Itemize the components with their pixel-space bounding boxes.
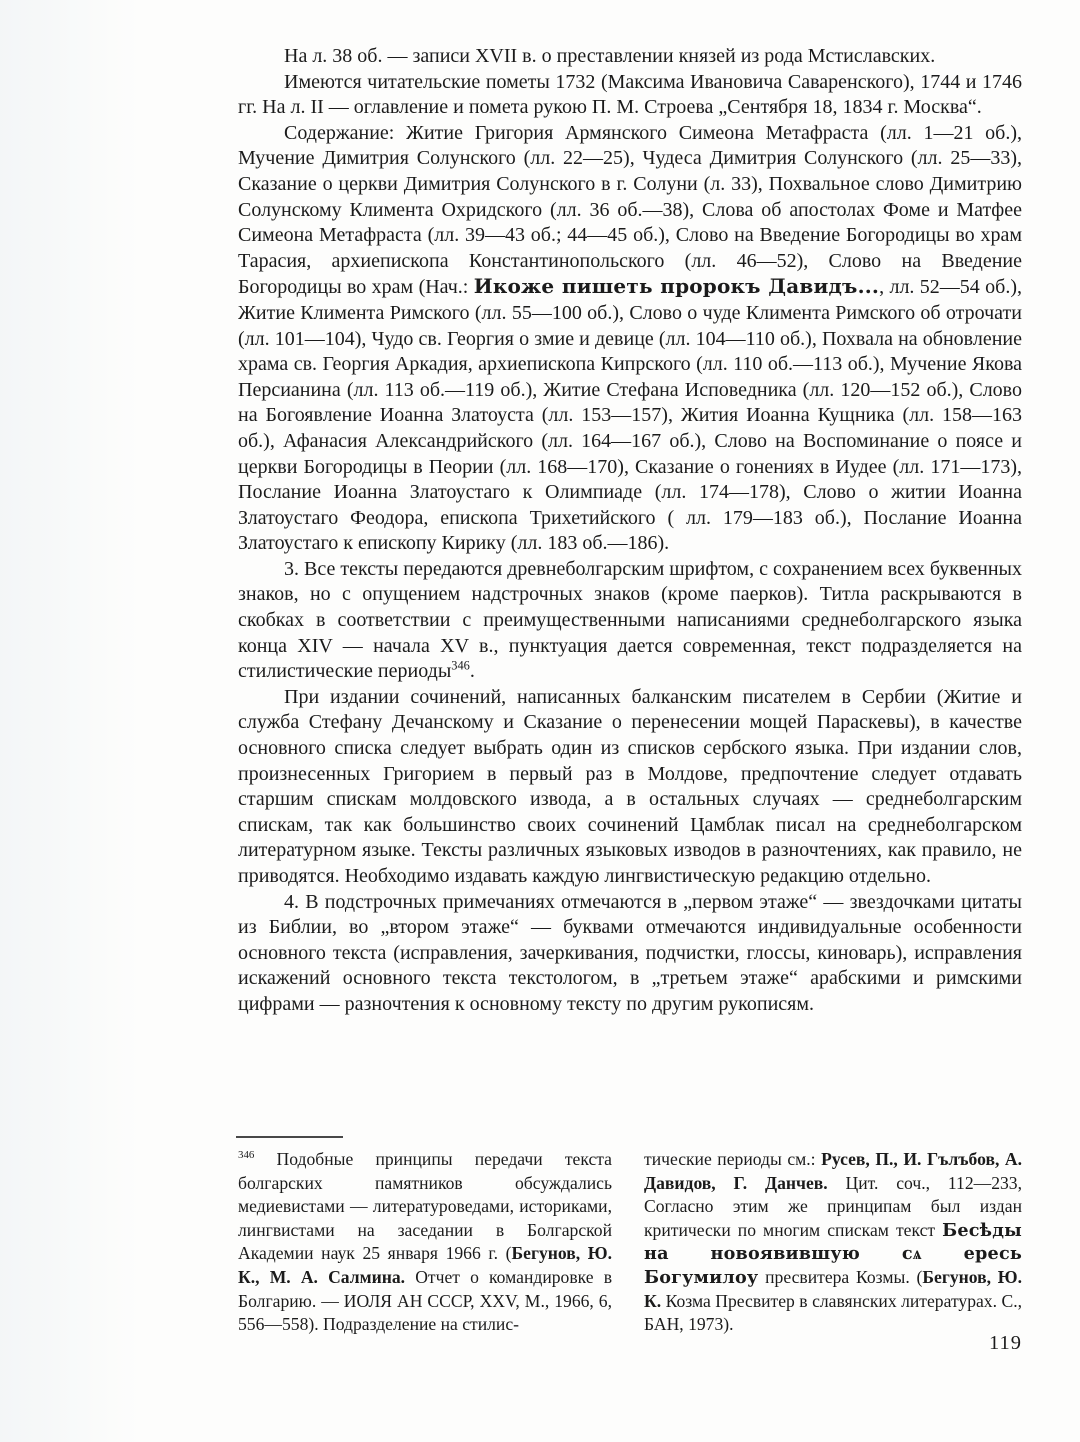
text-run: 3. Все тексты передаются древнеболгарским шрифтом, с сохранением всех буквенных знаков, но с опущением надстрочных знаков (кроме паерков). Титла раскрываются в скобках в соответствии с преимущественными написаниями среднеболгарского языка конца XIV — начала XV в., пунктуация дается современная, текст подразделяется на стилистические периоды bbox=[238, 557, 1022, 683]
text-run: 4. В подстрочных примечаниях отмечаются в „первом этаже“ — звездочками цитаты из Библии, во „втором этаже“ — буквами отмечаются индивидуальные особенности основного текста (исправления, зачеркивания, подчистки, глоссы, киноварь), исправления искажений основного текста текстологом, в „третьем этаже“ арабскими и римскими цифрами — разночтения к основному тексту по другим рукописям. bbox=[238, 890, 1022, 1015]
footnote-column-left bbox=[238, 1148, 612, 1337]
paragraph-notes-38ob bbox=[238, 44, 1022, 70]
text-run: , лл. 52—54 об.), Житие Климента Римского (лл. 55—100 об.), Слово о чуде Климента Римского об отрочати (лл. 101—104), Чудо св. Георгия о змие и девице (лл. 104—110 об.), Похвала на обновление храма св. Георгия Аркадия, архиепископа Кипрского (лл. 110 об.—113 об.), Мучение Якова Персианина (лл. 113 об.—119 об.), Житие Стефана Исповедника (лл. 120—152 об.), Слово на Богоявление Иоанна Златоуста (лл. 153—157), Жития Иоанна Кущника (лл. 158—163 об.), Афанасия Александрийского (лл. 164—167 об.), Слово на Воспоминание о поясе и церкви Богородицы в Пеории (лл. 168—170), Сказание о гонениях в Иудее (лл. 171—173), Послание Иоанна Златоустаго к Олимпиаде (лл. 174—178), Слово о житии Иоанна Златоустаго Феодора, епископа Трихетийского ( лл. 179—183 об.), Послание Иоанна Златоустаго к епископу Кирику (лл. 183 об.—186). bbox=[238, 276, 1022, 555]
footnotes-block bbox=[238, 1148, 1022, 1337]
page-number: 119 bbox=[989, 1332, 1022, 1354]
text-run: Икоже пишеть пророкъ Давидъ... bbox=[473, 274, 880, 299]
paragraph-rule-3 bbox=[238, 557, 1022, 685]
superscript-reference: 346 bbox=[451, 658, 470, 673]
paragraph-rule-4 bbox=[238, 890, 1022, 1018]
text-run: Русев, П., И. Гълъбов, А. Давидов, Г. Данчев. bbox=[644, 1149, 1022, 1193]
text-run: Подобные принципы передачи текста болгарских памятников обсуждались медиевистами — литературоведами, историками, лингвистами на заседании в Болгарской Академии наук 25 января 1966 г. ( bbox=[238, 1149, 612, 1264]
text-run: Содержание: Житие Григория Армянского Симеона Метафраста (лл. 1—21 об.), Мучение Димитрия Солунского (лл. 22—25), Чудеса Димитрия Солунского (лл. 25—33), Сказание о церкви Димитрия Солунского в г. Солуни (л. 33), Похвальное слово Димитрию Солунскому Климента Охридского (лл. 36 об.—38), Слова об апостолах Фоме и Матфее Симеона Метафраста (лл. 39—43 об.; 44—45 об.), Слово на Введение Богородицы во храм Тарасия, архиепископа Константинопольского (лл. 46—52), Слово на Введение Богородицы во храм (Нач.: bbox=[238, 121, 1022, 299]
text-run: Отчет о командировке в Болгарию. — ИОЛЯ АН СССР, XXV, М., 1966, 6, 556—558). Подразделение на стилис- bbox=[238, 1266, 612, 1335]
footnote-column-right bbox=[644, 1148, 1022, 1337]
text-run: Бегунов, Ю. К., М. А. Салмина. bbox=[238, 1243, 612, 1287]
text-run: При издании сочинений, написанных балканским писателем в Сербии (Житие и служба Стефану Дечанскому и Сказание о перенесении мощей Параскевы), в качестве основного списка следует выбрать один из списков сербского языка. При издании слов, произнесенных Григорием в первый раз в Молдове, предпочтение следует отдавать старшим спискам молдовского извода, а в остальных случаях — среднеболгарским спискам, так как большинство своих сочинений Цамблак писал на среднеболгарском литературном языке. Тексты различных языковых изводов в разночтениях, как правило, не приводятся. Необходимо издавать каждую лингвистическую редакцию отдельно. bbox=[238, 685, 1022, 887]
text-run: Бегунов, Ю. К. bbox=[644, 1266, 1023, 1311]
superscript-reference: 346 bbox=[238, 1149, 255, 1162]
text-run: . bbox=[469, 660, 475, 683]
paragraph-editions bbox=[238, 685, 1022, 890]
text-run: Бесѣды на новоявившую сѧ ересь Богумилоу bbox=[644, 1219, 1022, 1288]
paragraph-contents bbox=[238, 121, 1022, 557]
text-run: тические периоды см.: bbox=[644, 1149, 822, 1169]
text-run: пресвитера Козмы. ( bbox=[758, 1266, 923, 1287]
text-run: Козма Пресвитер в славянских литературах. С., БАН, 1973). bbox=[644, 1290, 1022, 1335]
main-text bbox=[238, 44, 1022, 1018]
text-run: На л. 38 об. — записи XVII в. о преставлении князей из рода Мстиславских. bbox=[284, 45, 936, 67]
text-run: Цит. соч., 112—233, Согласно этим же принципам был издан критически по многим спискам текст bbox=[644, 1172, 1022, 1240]
text-run: Имеются читательские пометы 1732 (Максима Ивановича Саваренского), 1744 и 1746 гг. На л. II — оглавление и помета рукою П. М. Строева „Сентября 18, 1834 г. Москва“. bbox=[238, 70, 1022, 119]
footnote-separator-line bbox=[236, 1136, 343, 1138]
paragraph-reader-marks bbox=[238, 70, 1022, 121]
scan-edge-tint bbox=[0, 0, 140, 1442]
